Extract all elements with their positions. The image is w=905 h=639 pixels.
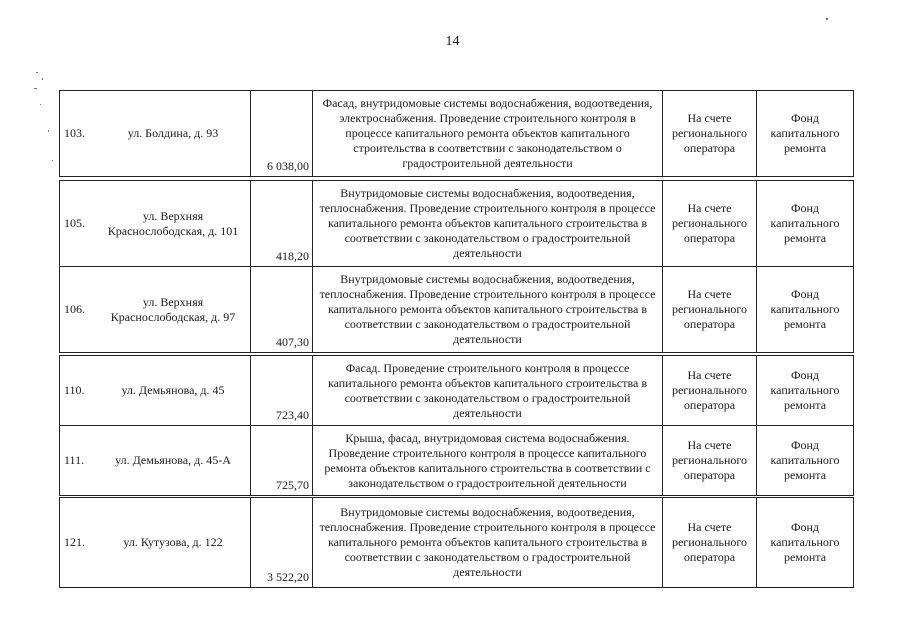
account-cell: На счете регионального оператора	[663, 267, 757, 353]
fund-cell: Фонд капитального ремонта	[757, 426, 854, 496]
row-number: 110.	[60, 356, 97, 426]
address-cell: ул. Демьянова, д. 45	[96, 356, 251, 426]
scan-speck	[826, 18, 828, 20]
address-cell: ул. Верхняя Краснослободская, д. 97	[96, 267, 251, 353]
address-cell: ул. Верхняя Краснослободская, д. 101	[96, 181, 251, 267]
fund-cell: Фонд капитального ремонта	[757, 181, 854, 267]
repair-table-4	[59, 497, 854, 588]
table-row	[60, 181, 854, 267]
repair-table-3	[59, 355, 854, 496]
account-cell: На счете регионального оператора	[663, 91, 757, 177]
scan-speck	[40, 104, 41, 105]
fund-cell: Фонд капитального ремонта	[757, 498, 854, 588]
sum-cell: 407,30	[251, 267, 313, 353]
fund-cell: Фонд капитального ремонта	[757, 356, 854, 426]
row-number: 103.	[60, 91, 97, 177]
account-cell: На счете регионального оператора	[663, 181, 757, 267]
table-row	[60, 267, 854, 353]
address-cell: ул. Кутузова, д. 122	[96, 498, 251, 588]
table-row	[60, 91, 854, 177]
works-cell: Внутридомовые системы водоснабжения, водоотведения, теплоснабжения. Проведение строительного контроля в процессе капитального ремонта объектов капитального строительства в соответствии с законодательством о градостроительной деятельности	[313, 498, 663, 588]
row-number: 106.	[60, 267, 97, 353]
page-number: 14	[445, 34, 460, 49]
scan-speck	[48, 130, 49, 132]
account-cell: На счете регионального оператора	[663, 356, 757, 426]
sum-cell: 3 522,20	[251, 498, 313, 588]
scan-speck	[52, 160, 53, 161]
repair-table-1	[59, 90, 854, 177]
address-cell: ул. Демьянова, д. 45-А	[96, 426, 251, 496]
repair-table-2	[59, 180, 854, 353]
row-number: 121.	[60, 498, 97, 588]
scan-speck	[42, 78, 43, 80]
row-number: 105.	[60, 181, 97, 267]
account-cell: На счете регионального оператора	[663, 498, 757, 588]
works-cell: Внутридомовые системы водоснабжения, водоотведения, теплоснабжения. Проведение строительного контроля в процессе капитального ремонта объектов капитального строительства в соответствии с законодательством о градостроительной деятельности	[313, 267, 663, 353]
scan-speck	[36, 72, 38, 73]
sum-cell: 418,20	[251, 181, 313, 267]
works-cell: Фасад. Проведение строительного контроля в процессе капитального ремонта объектов капитального строительства в соответствии с законодательством о градостроительной деятельности	[313, 356, 663, 426]
table-row	[60, 498, 854, 588]
row-number: 111.	[60, 426, 97, 496]
sum-cell: 6 038,00	[251, 91, 313, 177]
account-cell: На счете регионального оператора	[663, 426, 757, 496]
sum-cell: 723,40	[251, 356, 313, 426]
sum-cell: 725,70	[251, 426, 313, 496]
table-row	[60, 426, 854, 496]
scan-speck	[34, 88, 37, 89]
works-cell: Фасад, внутридомовые системы водоснабжения, водоотведения, электроснабжения. Проведение строительного контроля в процессе капитального ремонта объектов капитального строительства в соответствии с законодательством о градостроительной деятельности	[313, 91, 663, 177]
works-cell: Внутридомовые системы водоснабжения, водоотведения, теплоснабжения. Проведение строительного контроля в процессе капитального ремонта объектов капитального строительства в соответствии с законодательством о градостроительной деятельности	[313, 181, 663, 267]
works-cell: Крыша, фасад, внутридомовая система водоснабжения. Проведение строительного контроля в процессе капитального ремонта объектов капитального строительства в соответствии с законодательством о градостроительной деятельности	[313, 426, 663, 496]
address-cell: ул. Болдина, д. 93	[96, 91, 251, 177]
fund-cell: Фонд капитального ремонта	[757, 91, 854, 177]
table-row	[60, 356, 854, 426]
fund-cell: Фонд капитального ремонта	[757, 267, 854, 353]
